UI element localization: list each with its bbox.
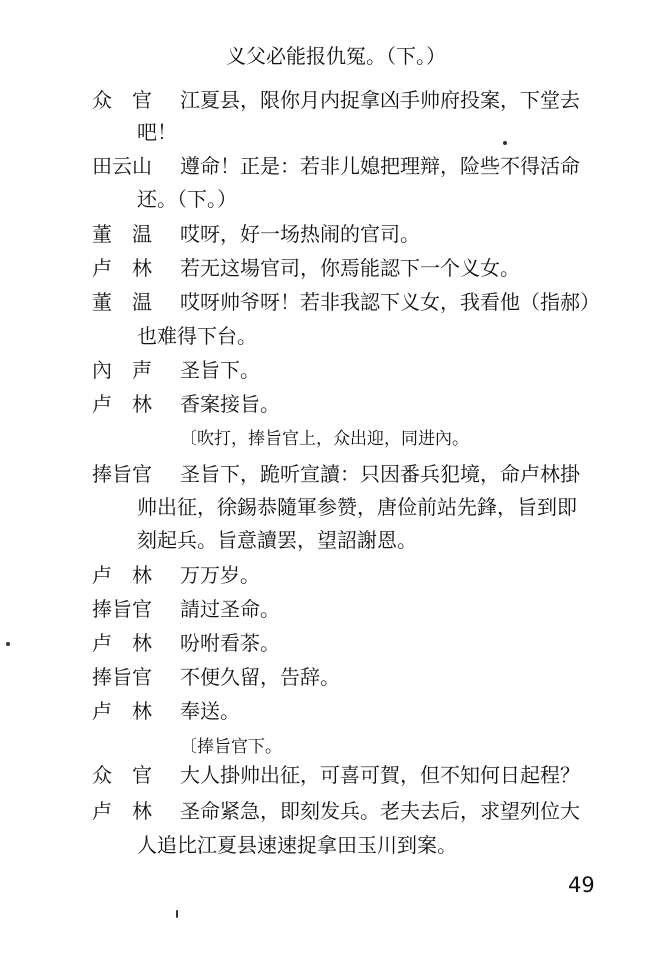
stage-direction: 〔吹打，捧旨官上，众出迎，同进內。 — [180, 429, 469, 449]
dialogue-text: 大人掛帅出征，可喜可賀，但不知何日起程？ — [180, 763, 580, 787]
speaker-label: 田云山 — [92, 154, 152, 178]
dialogue-continuation: 也难得下台。 — [137, 324, 257, 348]
header-line: 义父必能报仇冤。（下。） — [226, 44, 446, 68]
dialogue-text: 吩咐看茶。 — [180, 631, 280, 655]
dialogue-continuation: 吧！ — [137, 120, 177, 144]
dialogue-text: 香案接旨。 — [180, 392, 280, 416]
dialogue-text: 哎呀，好一场热闹的官司。 — [180, 222, 420, 246]
speaker-label: 卢 林 — [92, 256, 152, 280]
speaker-label: 董 温 — [92, 290, 152, 314]
dialogue-text: 圣旨下，跪听宣讀：只因番兵犯境，命卢林掛 — [180, 462, 580, 486]
speaker-label: 卢 林 — [92, 699, 152, 723]
dialogue-text: 請过圣命。 — [180, 597, 280, 621]
dialogue-text: 哎呀帅爷呀！若非我認下义女，我看他（指郝） — [180, 290, 600, 314]
dialogue-text: 奉送。 — [180, 699, 240, 723]
dialogue-continuation: 帅出征，徐錫恭隨軍参赞，唐俭前站先鋒，旨到即 — [137, 495, 577, 519]
dialogue-text: 万万岁。 — [180, 563, 260, 587]
speaker-label: 卢 林 — [92, 563, 152, 587]
scan-speck — [503, 141, 507, 145]
dialogue-text: 遵命！正是：若非儿媳把理辩，险些不得活命 — [180, 154, 580, 178]
speaker-label: 內 声 — [92, 358, 152, 382]
speaker-label: 董 温 — [92, 222, 152, 246]
dialogue-text: 若无这場官司，你焉能認下一个义女。 — [180, 256, 520, 280]
dialogue-continuation: 还。（下。） — [137, 187, 237, 211]
speaker-label: 卢 林 — [92, 631, 152, 655]
dialogue-text: 圣命紧急，即刻发兵。老夫去后，求望列位大 — [180, 799, 580, 823]
dialogue-continuation: 刻起兵。旨意讀罢，望詔謝恩。 — [137, 528, 417, 552]
dialogue-text: 圣旨下。 — [180, 358, 260, 382]
speaker-label: 卢 林 — [92, 799, 152, 823]
speaker-label: 捧旨官 — [92, 665, 152, 689]
dialogue-text: 不便久留，告辞。 — [180, 665, 340, 689]
speaker-label: 捧旨官 — [92, 597, 152, 621]
scan-speck — [6, 642, 10, 646]
page-number: 49 — [568, 873, 595, 897]
dialogue-continuation: 人追比江夏县速速捉拿田玉川到案。 — [137, 833, 457, 857]
speaker-label: 捧旨官 — [92, 462, 152, 486]
speaker-label: 众 官 — [92, 88, 152, 112]
speaker-label: 众 官 — [92, 763, 152, 787]
scan-speck — [176, 910, 178, 918]
stage-direction: 〔捧旨官下。 — [180, 737, 282, 757]
speaker-label: 卢 林 — [92, 392, 152, 416]
dialogue-text: 江夏县，限你月内捉拿凶手帅府投案，下堂去 — [180, 88, 580, 112]
